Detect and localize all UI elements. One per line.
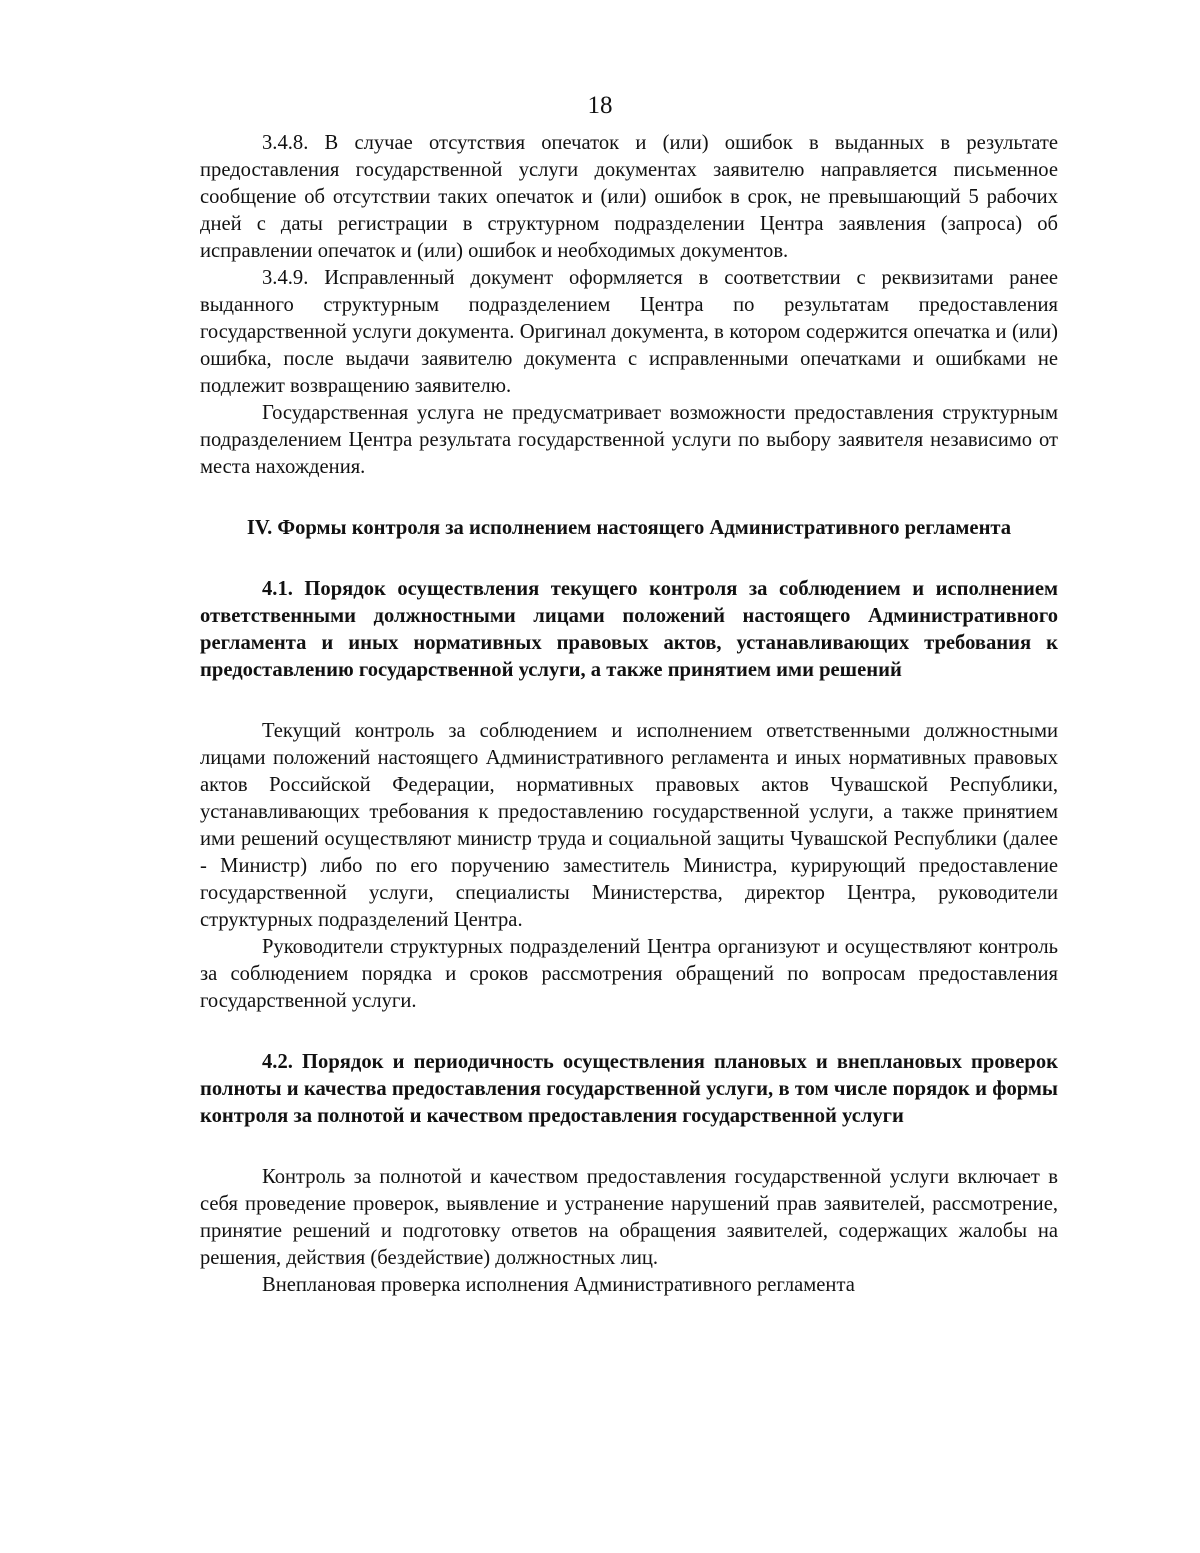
paragraph-current-control: Текущий контроль за соблюдением и исполнением ответственными должностными лицами положений настоящего Административного регламента и иных нормативных правовых актов Российской Федерации, нормативных правовых актов Чувашской Республики, устанавливающих требования к предоставлению государственной услуги, а также принятием ими решений осуществляют министр труда и социальной защиты Чувашской Республики (далее - Министр) либо по его поручению заместитель Министра, курирующий предоставление государственной услуги, специалисты Министерства, директор Центра, руководители структурных подразделений Центра.: [200, 720, 1058, 931]
paragraph-heads-control: Руководители структурных подразделений Центра организуют и осуществляют контроль за соблюдением порядка и сроков рассмотрения обращений по вопросам предоставления государственной услуги.: [200, 936, 1058, 1012]
paragraph-unscheduled-check: Внеплановая проверка исполнения Административного регламента: [262, 1274, 855, 1296]
page-number: 18: [587, 92, 613, 119]
paragraph-3-4-9: 3.4.9. Исправленный документ оформляется в соответствии с реквизитами ранее выданного структурным подразделением Центра по результатам предоставления государственной услуги документа. Оригинал документа, в котором содержится опечатка и (или) ошибка, после выдачи заявителю документа с исправленными опечатками и ошибками не подлежит возвращению заявителю.: [200, 267, 1058, 397]
paragraph-3-4-8: 3.4.8. В случае отсутствия опечаток и (или) ошибок в выданных в результате предоставления государственной услуги документах заявителю направляется письменное сообщение об отсутствии таких опечаток и (или) ошибок в срок, не превышающий 5 рабочих дней с даты регистрации в структурном подразделении Центра заявления (запроса) об исправлении опечаток и (или) ошибок и необходимых документов.: [200, 132, 1058, 262]
document-content: [200, 130, 1058, 1299]
subsection-4-2-heading: 4.2. Порядок и периодичность осуществления плановых и внеплановых проверок полноты и качества предоставления государственной услуги, в том числе порядок и формы контроля за полнотой и качеством предоставления государственной услуги: [200, 1051, 1058, 1127]
paragraph-no-extraterritorial: Государственная услуга не предусматривает возможности предоставления структурным подразделением Центра результата государственной услуги по выбору заявителя независимо от места нахождения.: [200, 402, 1058, 478]
subsection-4-1-heading: 4.1. Порядок осуществления текущего контроля за соблюдением и исполнением ответственными должностными лицами положений настоящего Административного регламента и иных нормативных правовых актов, устанавливающих требования к предоставлению государственной услуги, а также принятием ими решений: [200, 578, 1058, 681]
paragraph-quality-control: Контроль за полнотой и качеством предоставления государственной услуги включает в себя проведение проверок, выявление и устранение нарушений прав заявителей, рассмотрение, принятие решений и подготовку ответов на обращения заявителей, содержащих жалобы на решения, действия (бездействие) должностных лиц.: [200, 1166, 1058, 1269]
section-iv-heading: IV. Формы контроля за исполнением настоящего Административного регламента: [246, 517, 1012, 539]
